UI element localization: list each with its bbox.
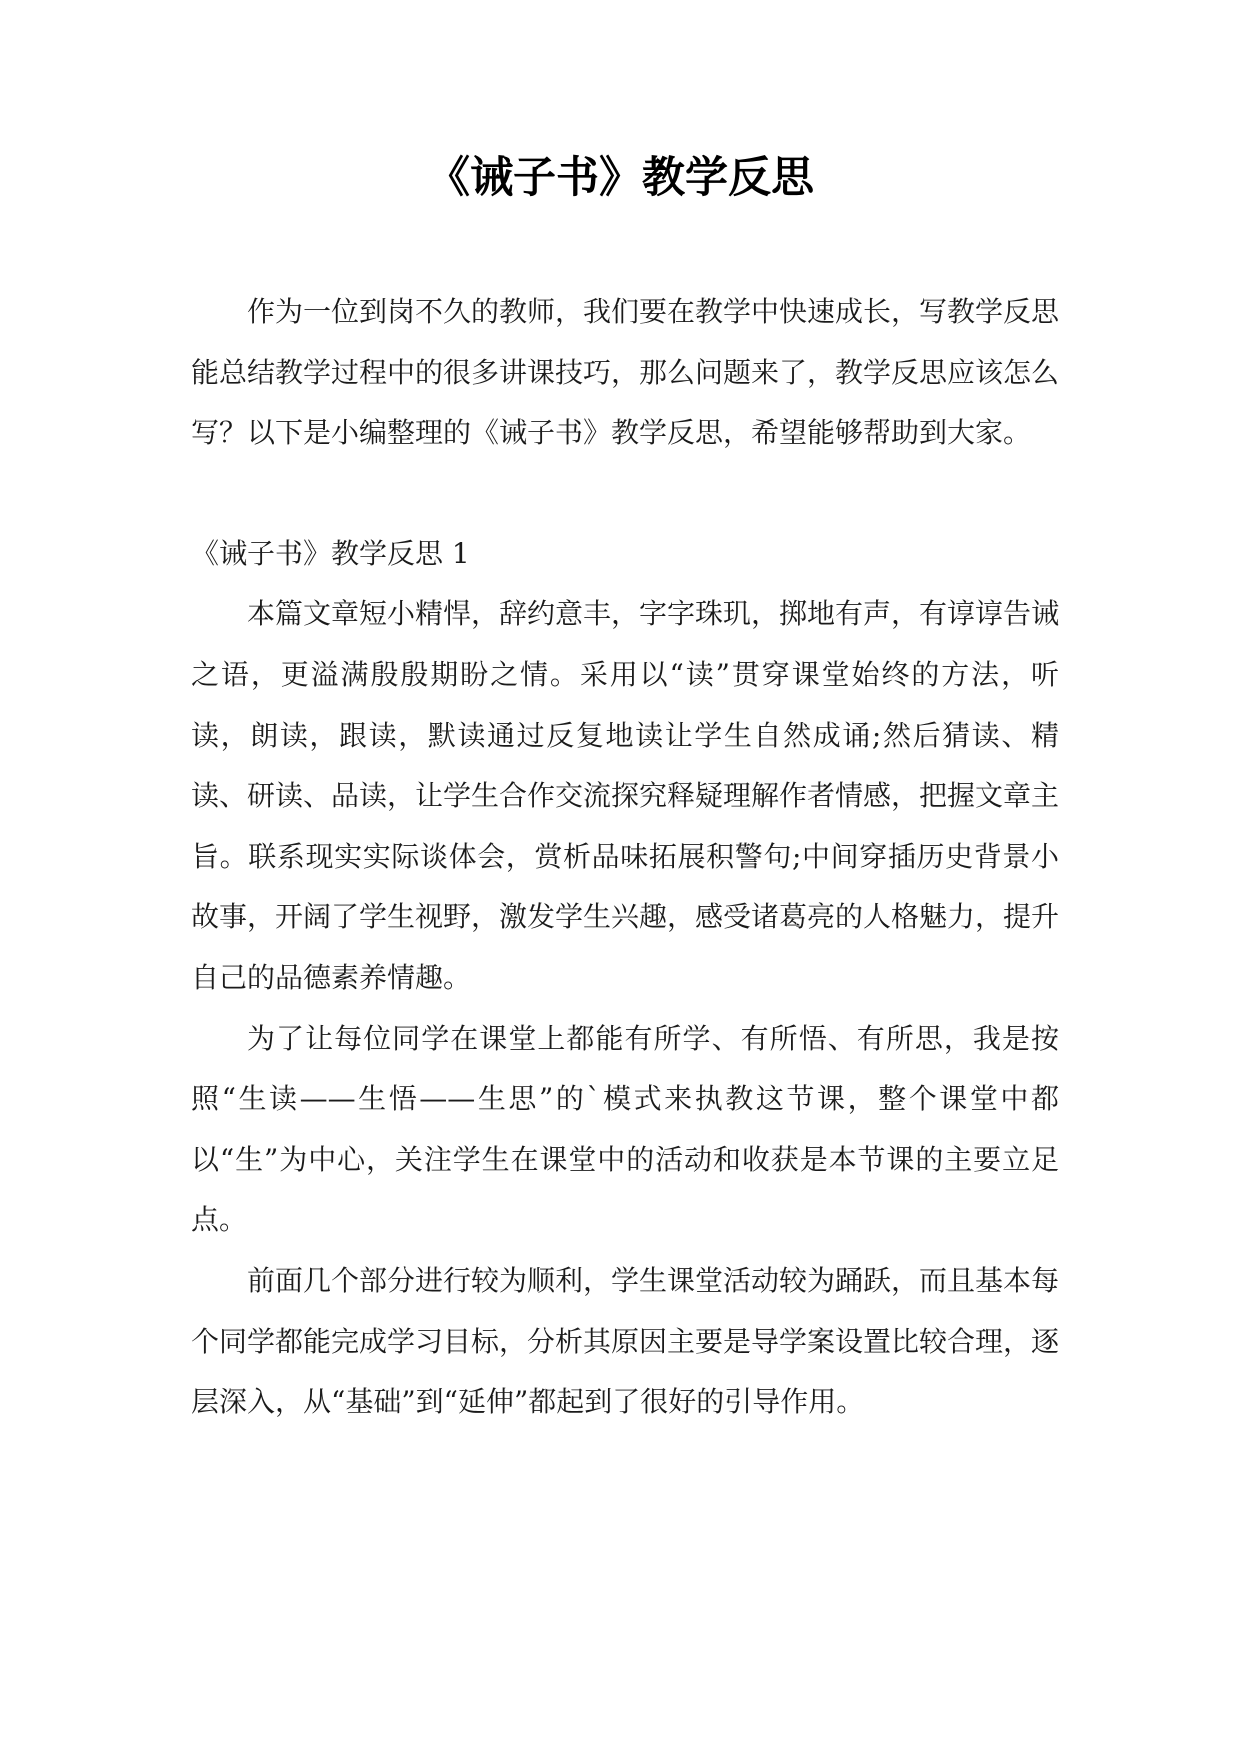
body-paragraph-2: 为了让每位同学在课堂上都能有所学、有所悟、有所思，我是按照“生读——生悟——生思”的`模式来执教这节课，整个课堂中都以“生”为中心，关注学生在课堂中的活动和收获是本节课的主要立足点。 [191, 1021, 1059, 1237]
document-body [191, 282, 1059, 1433]
paragraph-spacer [191, 464, 1059, 524]
body-paragraph-1: 本篇文章短小精悍，辞约意丰，字字珠玑，掷地有声，有谆谆告诫之语，更溢满殷殷期盼之情。采用以“读”贯穿课堂始终的方法，听读，朗读，跟读，默读通过反复地读让学生自然成诵;然后猜读、精读、研读、品读，让学生合作交流探究释疑理解作者情感，把握文章主旨。联系现实实际谈体会，赏析品味拓展积警句;中间穿插历史背景小故事，开阔了学生视野，激发学生兴趣，感受诸葛亮的人格魅力，提升自己的品德素养情趣。 [191, 597, 1060, 994]
intro-paragraph: 作为一位到岗不久的教师，我们要在教学中快速成长，写教学反思能总结教学过程中的很多讲课技巧，那么问题来了，教学反思应该怎么写？以下是小编整理的《诫子书》教学反思，希望能够帮助到大家。 [191, 295, 1060, 450]
body-paragraph-3: 前面几个部分进行较为顺利，学生课堂活动较为踊跃，而且基本每个同学都能完成学习目标，分析其原因主要是导学案设置比较合理，逐层深入，从“基础”到“延伸”都起到了很好的引导作用。 [191, 1263, 1060, 1419]
document-title: 《诫子书》教学反思 [427, 153, 814, 203]
section-heading: 《诫子书》教学反思 1 [191, 536, 470, 570]
